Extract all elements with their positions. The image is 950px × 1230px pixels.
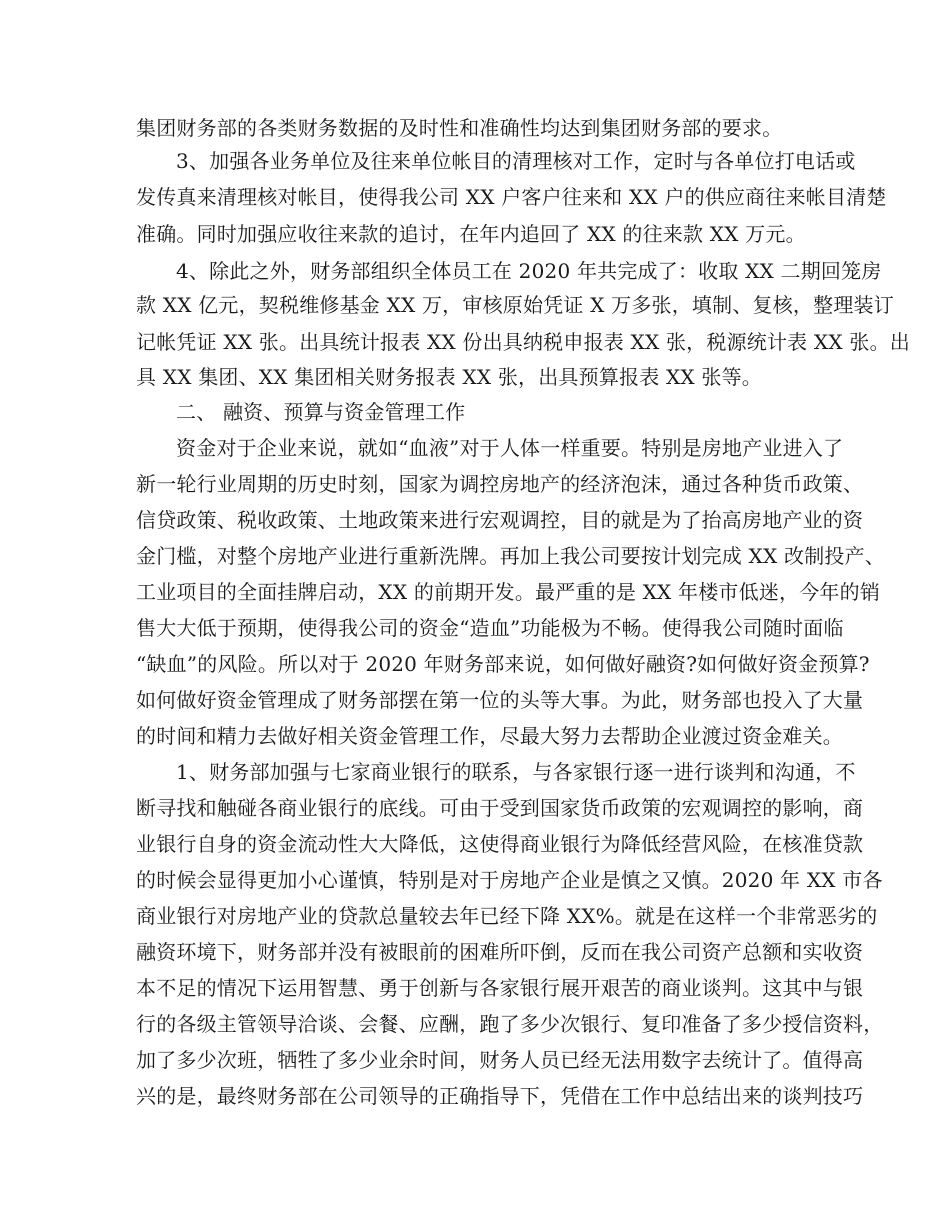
text-line: 断寻找和触碰各商业银行的底线。可由于受到国家货币政策的宏观调控的影响，商 — [136, 796, 864, 820]
text-line: 集团财务部的各类财务数据的及时性和准确性均达到集团财务部的要求。 — [136, 116, 783, 140]
text-line: 记帐凭证 XX 张。出具统计报表 XX 份出具纳税申报表 XX 张，税源统计表 XX 张。出 — [136, 330, 910, 354]
text-line: 工业项目的全面挂牌启动，XX 的前期开发。最严重的是 XX 年楼市低迷，今年的销 — [136, 580, 881, 604]
text-line: 本不足的情况下运用智慧、勇于创新与各家银行展开艰苦的商业谈判。这其中与银 — [136, 976, 864, 1000]
text-line: 商业银行对房地产业的贷款总量较去年已经下降 XX%。就是在这样一个非常恶劣的 — [136, 904, 878, 928]
text-line: 信贷政策、税收政策、土地政策来进行宏观调控，目的就是为了抬高房地产业的资 — [136, 508, 864, 532]
text-line: 3、加强各业务单位及往来单位帐目的清理核对工作，定时与各单位打电话或 — [176, 149, 856, 173]
text-line: 如何做好资金管理成了财务部摆在第一位的头等大事。为此，财务部也投入了大量 — [136, 688, 864, 712]
text-line: 兴的是，最终财务部在公司领导的正确指导下，凭借在工作中总结出来的谈判技巧 — [136, 1084, 864, 1108]
text-line: 具 XX 集团、XX 集团相关财务报表 XX 张，出具预算报表 XX 张等。 — [136, 365, 763, 389]
text-line: 新一轮行业周期的历史时刻，国家为调控房地产的经济泡沫，通过各种货币政策、 — [136, 472, 864, 496]
text-line: 资金对于企业来说，就如“血液”对于人体一样重要。特别是房地产业进入了 — [176, 436, 844, 460]
text-line: 融资环境下，财务部并没有被眼前的困难所吓倒，反而在我公司资产总额和实收资 — [136, 940, 864, 964]
text-line: 行的各级主管领导洽谈、会餐、应酬，跑了多少次银行、复印准备了多少授信资料， — [136, 1012, 884, 1036]
text-line: 金门槛，对整个房地产业进行重新洗牌。再加上我公司要按计划完成 XX 改制投产、 — [136, 544, 885, 568]
text-line: “缺血”的风险。所以对于 2020 年财务部来说，如何做好融资?如何做好资金预算? — [136, 652, 870, 676]
text-line: 加了多少次班，牺牲了多少业余时间，财务人员已经无法用数字去统计了。值得高 — [136, 1048, 864, 1072]
text-line: 准确。同时加强应收往来款的追讨，在年内追回了 XX 的往来款 XX 万元。 — [136, 222, 806, 246]
section-heading: 二、 融资、预算与资金管理工作 — [176, 400, 466, 424]
text-line: 业银行自身的资金流动性大大降低，这使得商业银行为降低经营风险，在核准贷款 — [136, 832, 864, 856]
text-line: 的时间和精力去做好相关资金管理工作，尽最大努力去帮助企业渡过资金难关。 — [136, 724, 843, 748]
text-line: 发传真来清理核对帐目，使得我公司 XX 户客户往来和 XX 户的供应商往来帐目清楚 — [136, 185, 887, 209]
text-line: 售大大低于预期，使得我公司的资金“造血”功能极为不畅。使得我公司随时面临 — [136, 616, 844, 640]
text-line: 1、财务部加强与七家商业银行的联系，与各家银行逐一进行谈判和沟通，不 — [176, 760, 856, 784]
text-line: 4、除此之外，财务部组织全体员工在 2020 年共完成了：收取 XX 二期回笼房 — [176, 259, 882, 283]
text-line: 款 XX 亿元，契税维修基金 XX 万，审核原始凭证 X 万多张，填制、复核，整理装订 — [136, 293, 894, 317]
text-line: 的时候会显得更加小心谨慎，特别是对于房地产企业是慎之又慎。2020 年 XX 市各 — [136, 868, 883, 892]
